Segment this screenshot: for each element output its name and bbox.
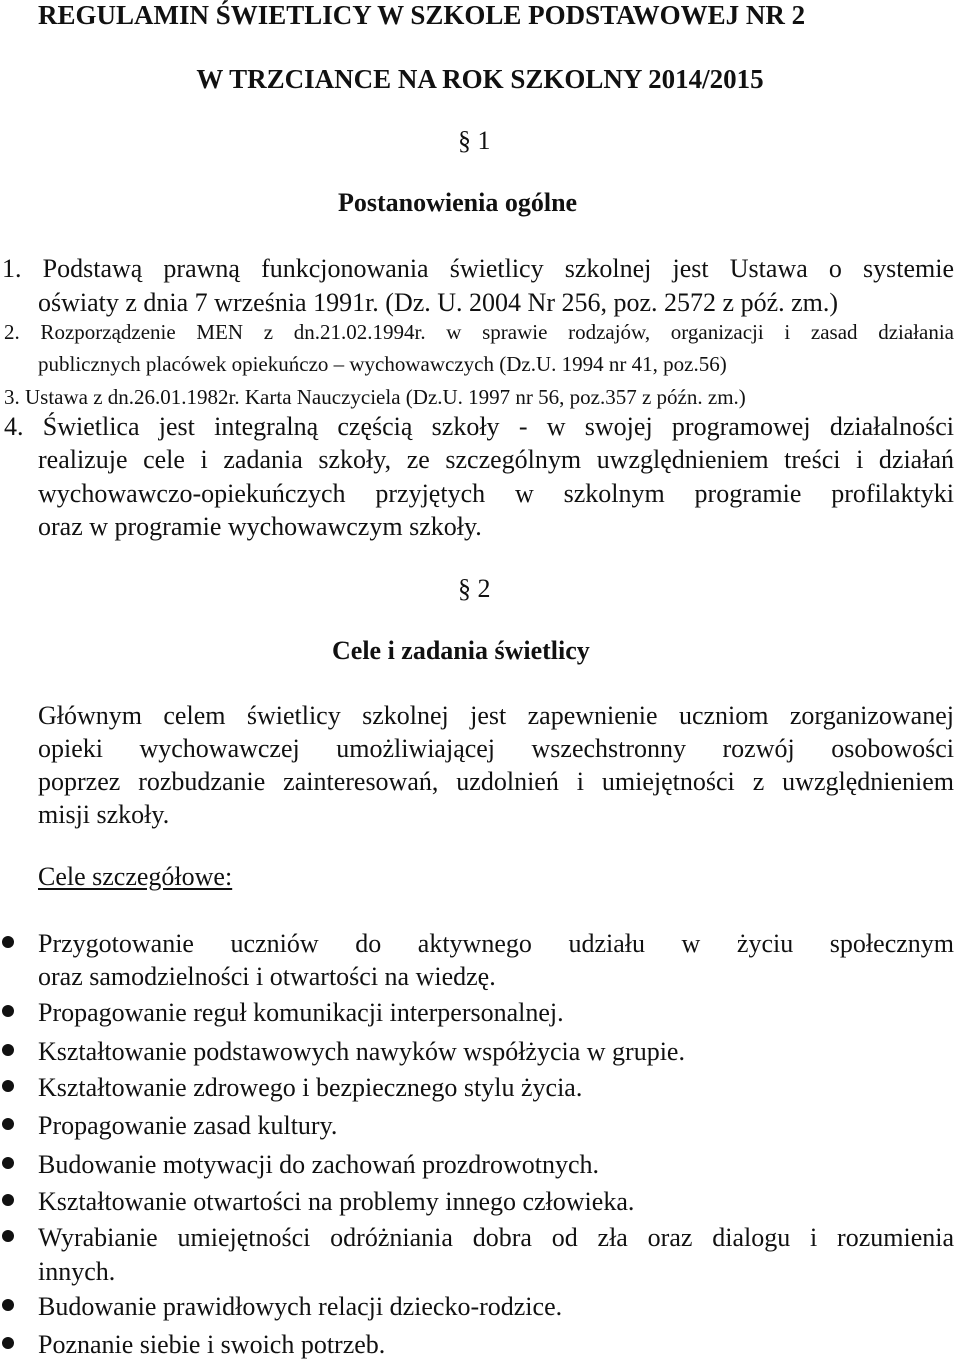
section-2-subheading: Cele szczegółowe:: [38, 862, 233, 891]
section-2-paragraph-line-1: Głównym celem świetlicy szkolnej jest zapewnienie uczniom zorganizowanej: [38, 701, 954, 730]
bullet-icon: [2, 1044, 14, 1056]
bullet-icon: [2, 1118, 14, 1130]
section-2-paragraph-line-2: opieki wychowawczej umożliwiającej wszechstronny rozwój osobowości: [38, 734, 954, 763]
section-1-line-8: wychowawczo-opiekuńczych przyjętych w szkolnym programie profilaktyki: [38, 479, 954, 508]
section-1-line-5: 3. Ustawa z dn.26.01.1982r. Karta Nauczyciela (Dz.U. 1997 nr 56, poz.357 z późn. zm.): [4, 385, 746, 409]
bullet-icon: [2, 936, 14, 948]
section-1-line-4: publicznych placówek opiekuńczo – wychowawczych (Dz.U. 1994 nr 41, poz.56): [38, 352, 727, 376]
goal-6: Budowanie motywacji do zachowań prozdrowotnych.: [38, 1150, 600, 1179]
goal-5: Propagowanie zasad kultury.: [38, 1111, 338, 1140]
bullet-icon: [2, 1005, 14, 1017]
bullet-icon: [2, 1299, 14, 1311]
goal-10: Poznanie siebie i swoich potrzeb.: [38, 1330, 386, 1359]
goal-7: Kształtowanie otwartości na problemy innego człowieka.: [38, 1187, 635, 1216]
section-1-line-1: 1. Podstawą prawną funkcjonowania świetlicy szkolnej jest Ustawa o systemie: [2, 254, 954, 283]
section-1-line-9: oraz w programie wychowawczym szkoły.: [38, 512, 482, 541]
section-2-paragraph-line-4: misji szkoły.: [38, 800, 170, 829]
bullet-icon: [2, 1337, 14, 1349]
bullet-icon: [2, 1080, 14, 1092]
goal-2: Propagowanie reguł komunikacji interpersonalnej.: [38, 998, 564, 1027]
goal-4: Kształtowanie zdrowego i bezpiecznego stylu życia.: [38, 1073, 583, 1102]
bullet-icon: [2, 1157, 14, 1169]
goal-8-line-1: Wyrabianie umiejętności odróżniania dobra od zła oraz dialogu i rozumienia: [38, 1223, 954, 1252]
section-1-heading: Postanowienia ogólne: [338, 188, 578, 217]
section-2-paragraph-line-3: poprzez rozbudzanie zainteresowań, uzdolnień i umiejętności z uwzględnieniem: [38, 767, 954, 796]
goal-3: Kształtowanie podstawowych nawyków współżycia w grupie.: [38, 1037, 685, 1066]
section-1-line-7: realizuje cele i zadania szkoły, ze szczególnym uwzględnieniem treści i działań: [38, 445, 954, 474]
goal-9: Budowanie prawidłowych relacji dziecko-rodzice.: [38, 1292, 563, 1321]
section-1-line-3: 2. Rozporządzenie MEN z dn.21.02.1994r. w sprawie rodzajów, organizacji i zasad działania: [4, 320, 954, 344]
section-1-mark: § 1: [458, 126, 491, 155]
goal-1-line-1: Przygotowanie uczniów do aktywnego udziału w życiu społecznym: [38, 929, 954, 958]
section-1-line-2: oświaty z dnia 7 września 1991r. (Dz. U. 2004 Nr 256, poz. 2572 z póź. zm.): [38, 288, 839, 317]
section-2-mark: § 2: [458, 574, 491, 603]
document-title-line1: REGULAMIN ŚWIETLICY W SZKOLE PODSTAWOWEJ NR 2: [38, 0, 806, 30]
bullet-icon: [2, 1230, 14, 1242]
document-title-line2: W TRZCIANCE NA ROK SZKOLNY 2014/2015: [196, 64, 764, 94]
section-2-heading: Cele i zadania świetlicy: [332, 636, 590, 665]
bullet-icon: [2, 1194, 14, 1206]
goal-8-line-2: innych.: [38, 1257, 116, 1286]
goal-1-line-2: oraz samodzielności i otwartości na wiedzę.: [38, 962, 496, 991]
section-1-line-6: 4. Świetlica jest integralną częścią szkoły - w swojej programowej działalności: [4, 412, 954, 441]
